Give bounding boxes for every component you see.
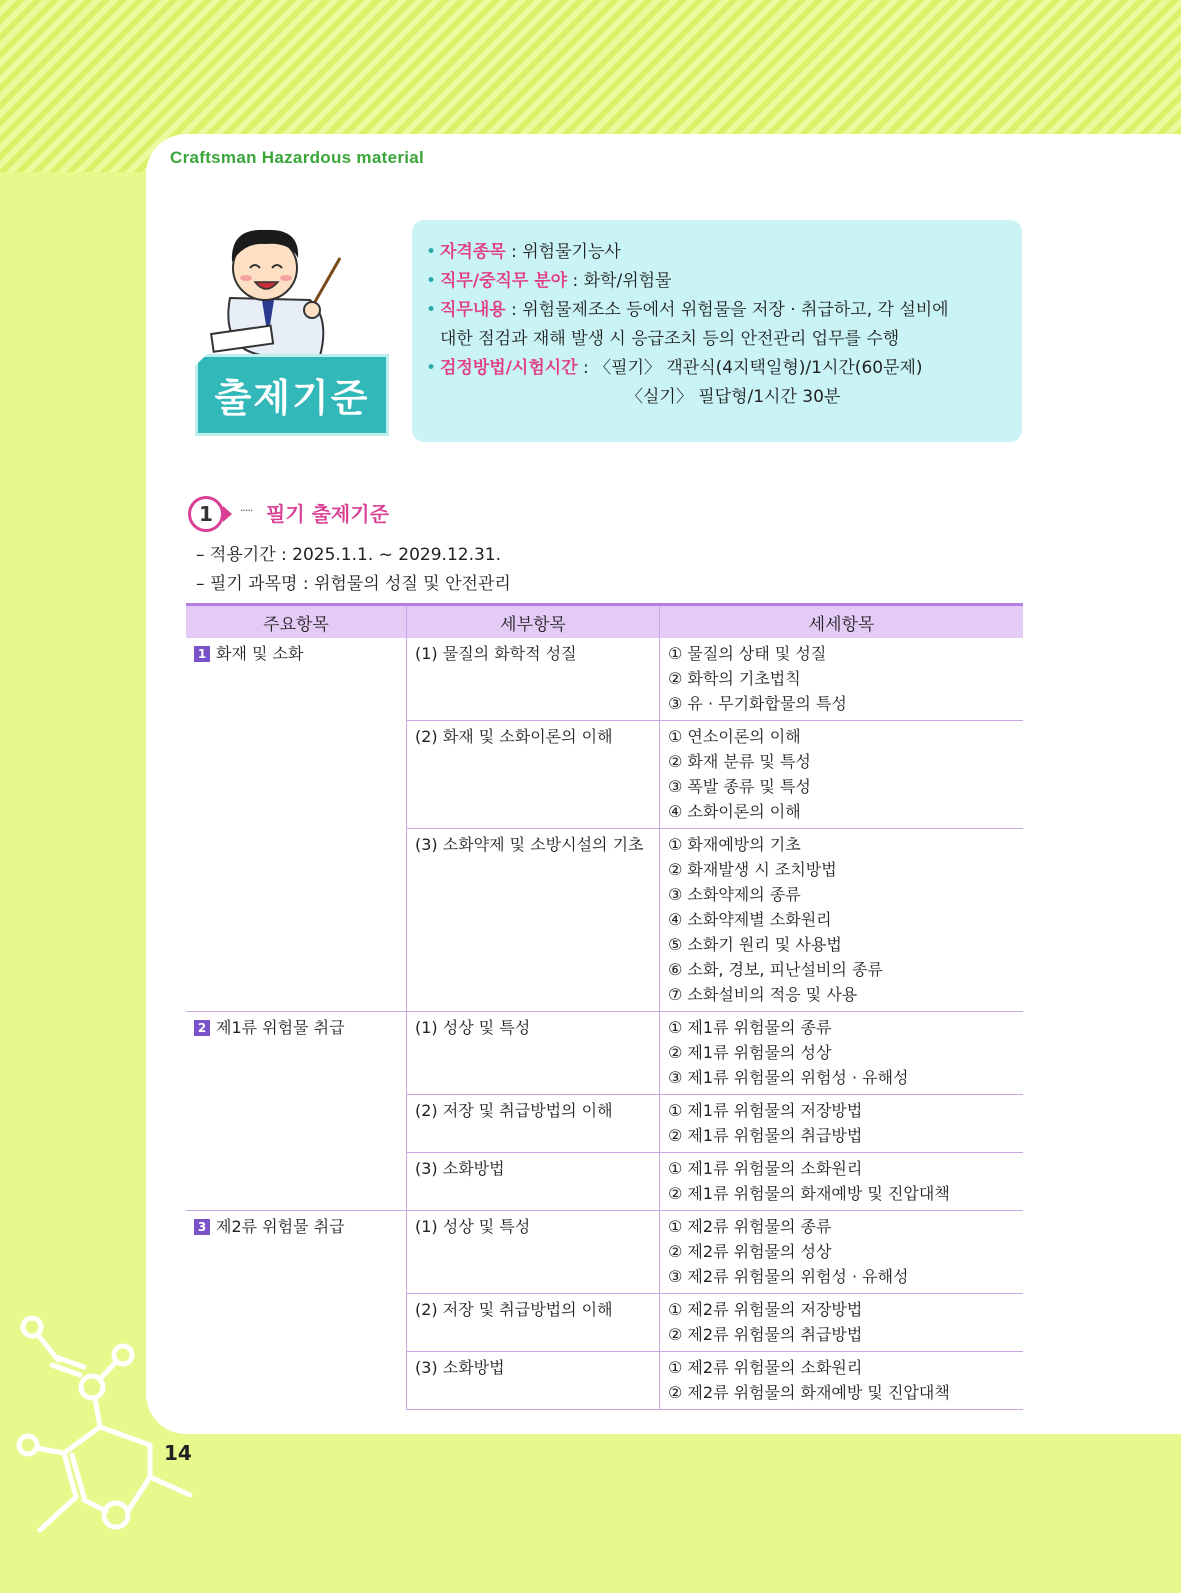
main-item-title: 제2류 위험물 취급: [216, 1217, 345, 1236]
info-label: 자격종목: [440, 242, 506, 262]
info-label: 검정방법/시험시간: [440, 358, 578, 378]
main-item-cell: [186, 1211, 407, 1410]
info-separator: :: [577, 358, 595, 378]
detail-item-cell: [660, 829, 1024, 1012]
detail-item: ① 연소이론의 이해: [668, 727, 801, 746]
info-row-exam-method: [426, 354, 1008, 412]
detail-item: ② 화재발생 시 조치방법: [668, 860, 837, 879]
sub-item-cell: (2) 저장 및 취급방법의 이해: [407, 1095, 660, 1153]
detail-item: ③ 제1류 위험물의 위험성 · 유해성: [668, 1068, 909, 1087]
sub-item-cell: (3) 소화방법: [407, 1153, 660, 1211]
detail-item: ② 제2류 위험물의 화재예방 및 진압대책: [668, 1383, 950, 1402]
main-item-title: 화재 및 소화: [216, 644, 304, 663]
main-item-title: 제1류 위험물 취급: [216, 1018, 345, 1037]
main-item-cell: [186, 1012, 407, 1211]
detail-item: ① 화재예방의 기초: [668, 835, 801, 854]
detail-item: ② 화재 분류 및 특성: [668, 752, 811, 771]
detail-item: ③ 소화약제의 종류: [668, 885, 801, 904]
detail-item: ② 제1류 위험물의 취급방법: [668, 1126, 863, 1145]
badge-text: 출제기준: [214, 376, 370, 420]
column-header: 세세항목: [660, 605, 1024, 639]
info-value: 〈필기〉 객관식(4지택일형)/1시간(60문제): [594, 358, 923, 378]
detail-item-cell: [660, 1095, 1024, 1153]
main-item-number: 1: [194, 646, 210, 662]
badge-corner: [195, 354, 207, 366]
detail-item-cell: [660, 1352, 1024, 1410]
sub-item-cell: (1) 성상 및 특성: [407, 1211, 660, 1294]
detail-item: ③ 제2류 위험물의 위험성 · 유해성: [668, 1267, 909, 1286]
table-row: [186, 638, 1023, 721]
detail-item: ④ 소화이론의 이해: [668, 802, 801, 821]
written-subject: – 필기 과목명 : 위험물의 성질 및 안전관리: [196, 574, 511, 594]
main-item-number: 2: [194, 1020, 210, 1036]
detail-item: ③ 유 · 무기화합물의 특성: [668, 694, 847, 713]
sub-item-cell: (2) 화재 및 소화이론의 이해: [407, 721, 660, 829]
detail-item: ② 화학의 기초법칙: [668, 669, 801, 688]
info-value: 위험물제조소 등에서 위험물을 저장 · 취급하고, 각 설비에: [522, 300, 949, 320]
detail-item-cell: [660, 1153, 1024, 1211]
detail-item: ② 제1류 위험물의 화재예방 및 진압대책: [668, 1184, 950, 1203]
detail-item: ① 제1류 위험물의 종류: [668, 1018, 832, 1037]
table-header-row: [186, 605, 1023, 639]
info-separator: :: [567, 271, 584, 291]
bullet-icon: •: [426, 271, 437, 291]
info-separator: :: [505, 300, 523, 320]
detail-item: ② 제1류 위험물의 성상: [668, 1043, 832, 1062]
detail-item-cell: [660, 1211, 1024, 1294]
table-row: [186, 1211, 1023, 1294]
column-header: 세부항목: [407, 605, 660, 639]
sub-item-cell: (3) 소화방법: [407, 1352, 660, 1410]
detail-item: ⑥ 소화, 경보, 피난설비의 종류: [668, 960, 883, 979]
detail-item: ① 제2류 위험물의 저장방법: [668, 1300, 863, 1319]
bullet-icon: •: [426, 300, 437, 320]
info-value: 위험물기능사: [522, 242, 621, 262]
info-value-continued: 〈실기〉 필답형/1시간 30분: [626, 387, 841, 407]
section-number: 1: [188, 496, 224, 532]
running-header: Craftsman Hazardous material: [170, 148, 425, 167]
table-row: [186, 1012, 1023, 1095]
detail-item: ① 제2류 위험물의 소화원리: [668, 1358, 863, 1377]
detail-item: ① 물질의 상태 및 성질: [668, 644, 827, 663]
table-body: [186, 638, 1023, 1410]
info-row-field: [426, 267, 1008, 296]
bullet-icon: •: [426, 242, 437, 262]
detail-item: ① 제2류 위험물의 종류: [668, 1217, 832, 1236]
criteria-table: [186, 603, 1023, 1410]
section-title: 필기 출제기준: [266, 502, 389, 526]
detail-item-cell: [660, 638, 1024, 721]
sub-item-cell: (1) 물질의 화학적 성질: [407, 638, 660, 721]
main-item-number: 3: [194, 1219, 210, 1235]
info-value-continued: 대한 점검과 재해 발생 시 응급조치 등의 안전관리 업무를 수행: [440, 329, 900, 349]
dots-leader: ·····: [240, 504, 253, 517]
info-row-qualification: [426, 238, 1008, 267]
sub-item-cell: (3) 소화약제 및 소방시설의 기초: [407, 829, 660, 1012]
info-row-duty: [426, 296, 1008, 354]
detail-item: ② 제2류 위험물의 취급방법: [668, 1325, 863, 1344]
info-separator: :: [505, 242, 523, 262]
sub-item-cell: (1) 성상 및 특성: [407, 1012, 660, 1095]
detail-item: ② 제2류 위험물의 성상: [668, 1242, 832, 1261]
teacher-character-icon: [200, 218, 350, 358]
detail-item-cell: [660, 1012, 1024, 1095]
certification-info-box: [412, 220, 1022, 442]
detail-item-cell: [660, 721, 1024, 829]
application-period: – 적용기간 : 2025.1.1. ~ 2029.12.31.: [196, 545, 502, 565]
detail-item: ③ 폭발 종류 및 특성: [668, 777, 811, 796]
info-value: 화학/위험물: [583, 271, 672, 291]
info-label: 직무/중직무 분야: [440, 271, 568, 291]
page-number: 14: [164, 1441, 192, 1465]
sub-item-cell: (2) 저장 및 취급방법의 이해: [407, 1294, 660, 1352]
detail-item: ① 제1류 위험물의 저장방법: [668, 1101, 863, 1120]
detail-item: ④ 소화약제별 소화원리: [668, 910, 832, 929]
detail-item: ① 제1류 위험물의 소화원리: [668, 1159, 863, 1178]
main-item-cell: [186, 638, 407, 1012]
column-header: 주요항목: [186, 605, 407, 639]
exam-criteria-badge: [195, 354, 389, 436]
detail-item: ⑤ 소화기 원리 및 사용법: [668, 935, 842, 954]
detail-item: ⑦ 소화설비의 적응 및 사용: [668, 985, 858, 1004]
info-label: 직무내용: [440, 300, 506, 320]
arrow-icon: [223, 506, 232, 522]
detail-item-cell: [660, 1294, 1024, 1352]
bullet-icon: •: [426, 358, 437, 378]
